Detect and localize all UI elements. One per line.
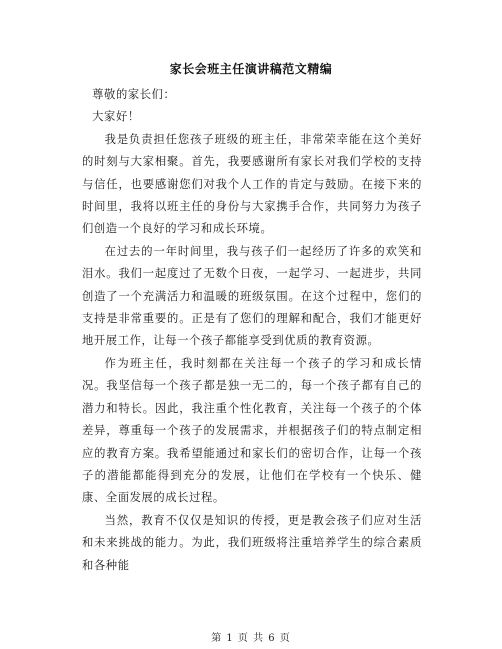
paragraph: 作为班主任，我时刻都在关注每一个孩子的学习和成长情况。我坚信每一个孩子都是独一无二的，每一个孩子都有自己的潜力和特长。因此，我注重个性化教育，关注每一个孩子的个体差异，尊重每一个孩子的发展需求，并根据孩子们的特点制定相应的教育方案。我希望能通过和家长们的密切合作，让每一个孩子的潜能都能得到充分的发展，让他们在学校有一个快乐、健康、全面发展的成长过程。 [82,356,422,505]
document-body [82,84,422,577]
paragraph: 在过去的一年时间里，我与孩子们一起经历了许多的欢笑和泪水。我们一起度过了无数个日夜，一起学习、一起进步，共同创造了一个充满活力和温暖的班级氛围。在这个过程中，您们的支持是非常重要的。正是有了您们的理解和配合，我们才能更好地开展工作，让每一个孩子都能享受到优质的教育资源。 [82,244,422,348]
paragraph: 我是负责担任您孩子班级的班主任，非常荣幸能在这个美好的时刻与大家相聚。首先，我要感谢所有家长对我们学校的支持与信任，也要感谢您们对我个人工作的肯定与鼓励。在接下来的时间里，我将以班主任的身份与大家携手合作，共同努力为孩子们创造一个良好的学习和成长环境。 [82,132,422,236]
document-title: 家长会班主任演讲稿范文精编 [169,62,333,76]
paragraph: 当然，教育不仅仅是知识的传授，更是教会孩子们应对生活和未来挑战的能力。为此，我们班级将注重培养学生的综合素质和各种能 [82,513,422,572]
salutation: 尊敬的家长们： [92,88,176,101]
page-number-footer: 第 1 页 共 6 页 [211,633,291,644]
greeting: 大家好！ [92,110,140,124]
